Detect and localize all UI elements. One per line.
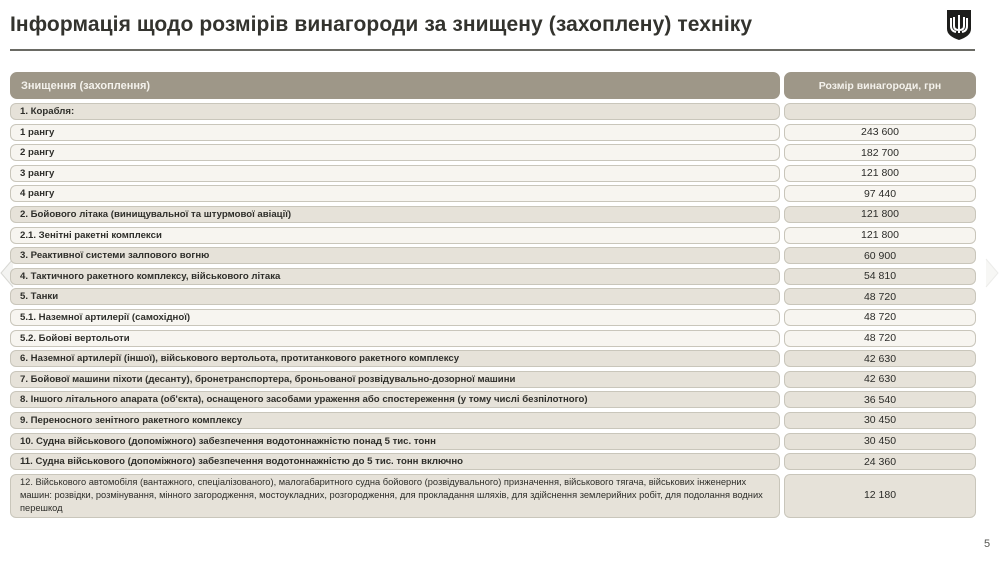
reward-cell: 24 360 bbox=[784, 453, 976, 470]
table-row bbox=[10, 453, 976, 470]
reward-cell: 97 440 bbox=[784, 185, 976, 202]
reward-cell: 54 810 bbox=[784, 268, 976, 285]
table-row bbox=[10, 227, 976, 244]
reward-cell: 48 720 bbox=[784, 330, 976, 347]
item-cell: 4 рангу bbox=[10, 185, 780, 202]
header-item: Знищення (захоплення) bbox=[10, 72, 780, 99]
table-row bbox=[10, 185, 976, 202]
item-cell: 2. Бойового літака (винищувальної та штурмової авіації) bbox=[10, 206, 780, 223]
table-row bbox=[10, 165, 976, 182]
trident-shield-icon bbox=[946, 9, 972, 41]
item-cell: 1 рангу bbox=[10, 124, 780, 141]
reward-cell: 121 800 bbox=[784, 227, 976, 244]
table-row bbox=[10, 124, 976, 141]
item-cell: 5.2. Бойові вертольоти bbox=[10, 330, 780, 347]
reward-cell bbox=[784, 103, 976, 120]
item-cell: 3 рангу bbox=[10, 165, 780, 182]
item-cell: 5. Танки bbox=[10, 288, 780, 305]
item-cell: 3. Реактивної системи залпового вогню bbox=[10, 247, 780, 264]
reward-cell: 30 450 bbox=[784, 433, 976, 450]
reward-cell: 121 800 bbox=[784, 165, 976, 182]
reward-cell: 42 630 bbox=[784, 371, 976, 388]
reward-table bbox=[10, 72, 976, 521]
item-cell: 7. Бойової машини піхоти (десанту), бронетранспортера, броньованої розвідувально-дозорної машини bbox=[10, 371, 780, 388]
item-cell: 4. Тактичного ракетного комплексу, військового літака bbox=[10, 268, 780, 285]
reward-cell: 42 630 bbox=[784, 350, 976, 367]
item-cell: 10. Судна військового (допоміжного) забезпечення водотоннажністю понад 5 тис. тонн bbox=[10, 433, 780, 450]
table-row bbox=[10, 371, 976, 388]
reward-cell: 12 180 bbox=[784, 474, 976, 518]
table-row bbox=[10, 288, 976, 305]
item-cell: 2.1. Зенітні ракетні комплекси bbox=[10, 227, 780, 244]
item-cell: 11. Судна військового (допоміжного) забезпечення водотоннажністю до 5 тис. тонн включно bbox=[10, 453, 780, 470]
table-row bbox=[10, 247, 976, 264]
item-cell: 5.1. Наземної артилерії (самохідної) bbox=[10, 309, 780, 326]
item-cell: 6. Наземної артилерії (іншої), військового вертольота, протитанкового ракетного комплексу bbox=[10, 350, 780, 367]
table-row bbox=[10, 206, 976, 223]
reward-cell: 48 720 bbox=[784, 288, 976, 305]
table-row bbox=[10, 474, 976, 518]
reward-cell: 243 600 bbox=[784, 124, 976, 141]
item-cell: 8. Іншого літального апарата (об'єкта), оснащеного засобами ураження або спостереження (у тому числі безпілотного) bbox=[10, 391, 780, 408]
table-row bbox=[10, 412, 976, 429]
table-row bbox=[10, 391, 976, 408]
item-cell: 2 рангу bbox=[10, 144, 780, 161]
slide-title: Інформація щодо розмірів винагороди за знищену (захоплену) техніку bbox=[10, 13, 753, 36]
reward-cell: 30 450 bbox=[784, 412, 976, 429]
table-row bbox=[10, 144, 976, 161]
reward-cell: 182 700 bbox=[784, 144, 976, 161]
item-cell: 12. Військового автомобіля (вантажного, спеціалізованого), малогабаритного судна бойового (розвідувального) призначення, військового тягача, військових інженерних машин: розвідки, розмінування, мінного загородження, мостоукладних, розгородження, для прокладання шляхів, для здійснення землерийних робіт, для подолання водних перешкод bbox=[10, 474, 780, 518]
item-cell: 1. Корабля: bbox=[10, 103, 780, 120]
next-slide-arrow[interactable] bbox=[985, 258, 999, 288]
table-row bbox=[10, 268, 976, 285]
table-row bbox=[10, 103, 976, 120]
table-header-row bbox=[10, 72, 976, 99]
header-reward: Розмір винагороди, грн bbox=[784, 72, 976, 99]
reward-cell: 60 900 bbox=[784, 247, 976, 264]
reward-cell: 48 720 bbox=[784, 309, 976, 326]
item-cell: 9. Переносного зенітного ракетного комплексу bbox=[10, 412, 780, 429]
table-row bbox=[10, 433, 976, 450]
table-row bbox=[10, 309, 976, 326]
page-number: 5 bbox=[984, 538, 991, 550]
table-row bbox=[10, 350, 976, 367]
title-divider bbox=[10, 49, 975, 51]
table-row bbox=[10, 330, 976, 347]
reward-cell: 121 800 bbox=[784, 206, 976, 223]
reward-cell: 36 540 bbox=[784, 391, 976, 408]
